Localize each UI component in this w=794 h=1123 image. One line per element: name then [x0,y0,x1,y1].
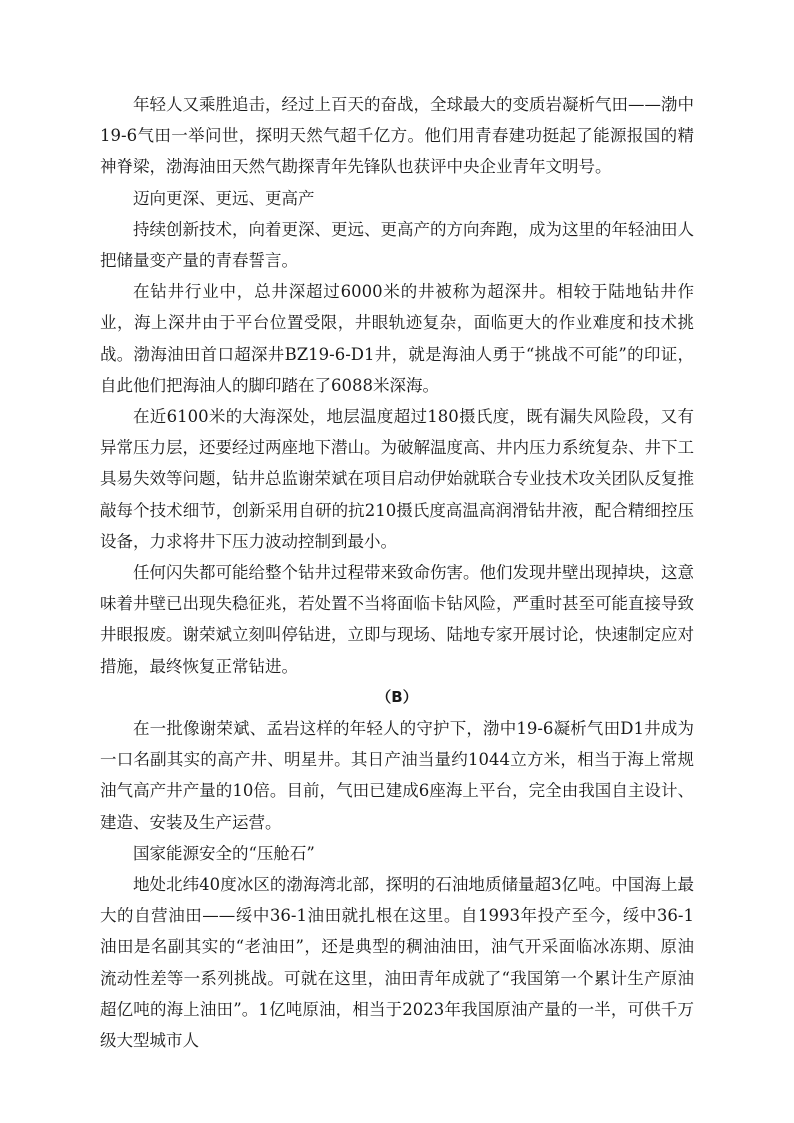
subheading-deeper-farther: 迈向更深、更远、更高产 [133,188,315,208]
paragraph-4: 在近6100米的大海深处，地层温度超过180摄氏度，既有漏失风险段，又有异常压力层，还要经过两座地下潜山。为破解温度高、井内压力系统复杂、井下工具易失效等问题，钻井总监谢荣斌在项目启动伊始就联合专业技术攻关团队反复推敲每个技术细节，创新采用自研的抗210摄氏度高温高润滑钻井液，配合精细控压设备，力求将井下压力波动控制到最小。 [100,407,694,551]
subheading-energy-security: 国家能源安全的“压舱石” [133,843,315,863]
section-b-label: （B） [376,687,418,706]
paragraph-5: 任何闪失都可能给整个钻井过程带来致命伤害。他们发现井壁出现掉块，这意味着井壁已出现失稳征兆，若处置不当将面临卡钻风险，严重时甚至可能直接导致井眼报废。谢荣斌立刻叫停钻进，立即与现场、陆地专家开展讨论，快速制定应对措施，最终恢复正常钻进。 [100,563,694,676]
paragraph-2: 持续创新技术，向着更深、更远、更高产的方向奔跑，成为这里的年轻油田人把储量变产量的青春誓言。 [100,219,694,271]
paragraph-1: 年轻人又乘胜追击，经过上百天的奋战，全球最大的变质岩凝析气田——渤中19-6气田一举问世，探明天然气超千亿方。他们用青春建功挺起了能源报国的精神脊梁，渤海油田天然气勘探青年先锋队也获评中央企业青年文明号。 [100,95,694,177]
article-body [100,89,694,1056]
paragraph-6: 在一批像谢荣斌、孟岩这样的年轻人的守护下，渤中19-6凝析气田D1井成为一口名副其实的高产井、明星井。其日产油当量约1044立方米，相当于海上常规油气高产井产量的10倍。目前，气田已建成6座海上平台，完全由我国自主设计、建造、安装及生产运营。 [100,719,694,832]
paragraph-3: 在钻井行业中，总井深超过6000米的井被称为超深井。相较于陆地钻井作业，海上深井由于平台位置受限，井眼轨迹复杂，面临更大的作业难度和技术挑战。渤海油田首口超深井BZ19-6-D1井，就是海油人勇于“挑战不可能”的印证，自此他们把海油人的脚印踏在了6088米深海。 [100,282,694,395]
paragraph-7: 地处北纬40度冰区的渤海湾北部，探明的石油地质储量超3亿吨。中国海上最大的自营油田——绥中36-1油田就扎根在这里。自1993年投产至今，绥中36-1油田是名副其实的“老油田”，还是典型的稠油油田，油气开采面临冰冻期、原油流动性差等一系列挑战。可就在这里，油田青年成就了“我国第一个累计生产原油超亿吨的海上油田”。1亿吨原油，相当于2023年我国原油产量的一半，可供千万级大型城市人 [100,875,694,1051]
